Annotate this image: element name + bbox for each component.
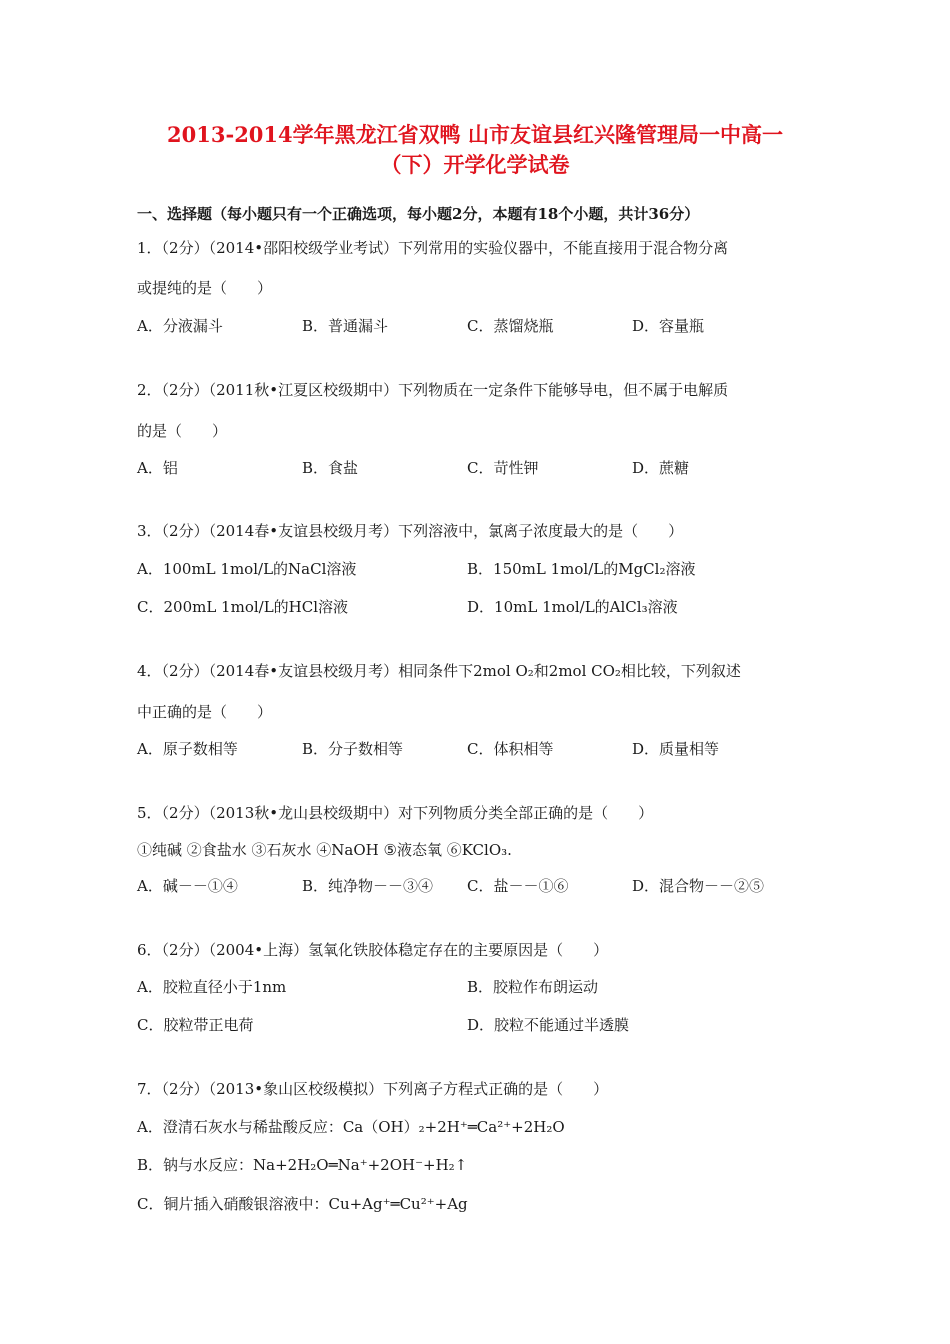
question-5-stem-line-2: ①纯碱 ②食盐水 ③石灰水 ④NaOH ⑤液态氧 ⑥KClO₃. — [137, 841, 512, 859]
question-7-stem-line-1: 7．（2分）（2013•象山区校级模拟）下列离子方程式正确的是（ ） — [137, 1080, 609, 1098]
question-6-option-c[interactable]: C．胶粒带正电荷 — [137, 1016, 254, 1034]
question-3-stem-line-1: 3．（2分）（2014春•友谊县校级月考）下列溶液中，氯离子浓度最大的是（ ） — [137, 522, 684, 540]
question-5-option-b[interactable]: B．纯净物－－③④ — [302, 877, 434, 895]
question-6-option-d[interactable]: D．胶粒不能通过半透膜 — [467, 1016, 630, 1034]
question-4-stem-line-1: 4．（2分）（2014春•友谊县校级月考）相同条件下2mol O₂和2mol CO₂相比较，下列叙述 — [137, 662, 741, 680]
question-7-option-c[interactable]: C．铜片插入硝酸银溶液中：Cu+Ag⁺═Cu²⁺+Ag — [137, 1195, 468, 1213]
question-2-option-b[interactable]: B．食盐 — [302, 459, 359, 477]
question-1-option-a[interactable]: A．分液漏斗 — [137, 317, 223, 335]
question-4-option-b[interactable]: B．分子数相等 — [302, 740, 404, 758]
question-5-option-a[interactable]: A．碱－－①④ — [137, 877, 238, 895]
question-4-option-c[interactable]: C．体积相等 — [467, 740, 554, 758]
question-7-option-b[interactable]: B．钠与水反应：Na+2H₂O═Na⁺+2OH⁻+H₂↑ — [137, 1156, 468, 1174]
question-1-option-c[interactable]: C．蒸馏烧瓶 — [467, 317, 554, 335]
question-3-option-a[interactable]: A．100mL 1mol/L的NaCl溶液 — [137, 560, 357, 578]
question-6-option-a[interactable]: A．胶粒直径小于1nm — [137, 978, 287, 996]
exam-title-line-2: （下）开学化学试卷 — [380, 152, 570, 177]
question-5-option-d[interactable]: D．混合物－－②⑤ — [632, 877, 765, 895]
question-3-option-d[interactable]: D．10mL 1mol/L的AlCl₃溶液 — [467, 598, 678, 616]
question-4-option-d[interactable]: D．质量相等 — [632, 740, 720, 758]
question-1-option-d[interactable]: D．容量瓶 — [632, 317, 705, 335]
question-1-stem-line-1: 1．（2分）（2014•邵阳校级学业考试）下列常用的实验仪器中，不能直接用于混合物分离 — [137, 239, 729, 257]
question-5-stem-line-1: 5．（2分）（2013秋•龙山县校级期中）对下列物质分类全部正确的是（ ） — [137, 804, 654, 822]
question-7-option-a[interactable]: A．澄清石灰水与稀盐酸反应：Ca（OH）₂+2H⁺═Ca²⁺+2H₂O — [137, 1118, 565, 1136]
question-3-option-c[interactable]: C．200mL 1mol/L的HCl溶液 — [137, 598, 349, 616]
question-2-option-c[interactable]: C．苛性钾 — [467, 459, 539, 477]
question-4-stem-line-2: 中正确的是（ ） — [137, 703, 273, 721]
question-6-option-b[interactable]: B．胶粒作布朗运动 — [467, 978, 599, 996]
question-2-stem-line-2: 的是（ ） — [137, 422, 228, 440]
question-3-option-b[interactable]: B．150mL 1mol/L的MgCl₂溶液 — [467, 560, 696, 578]
question-4-option-a[interactable]: A．原子数相等 — [137, 740, 238, 758]
question-2-option-a[interactable]: A．铝 — [137, 459, 178, 477]
exam-title-line-1: 2013-2014学年黑龙江省双鸭 山市友谊县红兴隆管理局一中高一 — [167, 122, 783, 147]
question-5-option-c[interactable]: C．盐－－①⑥ — [467, 877, 569, 895]
question-2-stem-line-1: 2．（2分）（2011秋•江夏区校级期中）下列物质在一定条件下能够导电，但不属于电解质 — [137, 381, 729, 399]
question-2-option-d[interactable]: D．蔗糖 — [632, 459, 690, 477]
question-6-stem-line-1: 6．（2分）（2004•上海）氢氧化铁胶体稳定存在的主要原因是（ ） — [137, 941, 609, 959]
section-heading: 一、选择题（每小题只有一个正确选项，每小题2分，本题有18个小题，共计36分） — [137, 205, 700, 223]
question-1-stem-line-2: 或提纯的是（ ） — [137, 279, 273, 297]
question-1-option-b[interactable]: B．普通漏斗 — [302, 317, 389, 335]
